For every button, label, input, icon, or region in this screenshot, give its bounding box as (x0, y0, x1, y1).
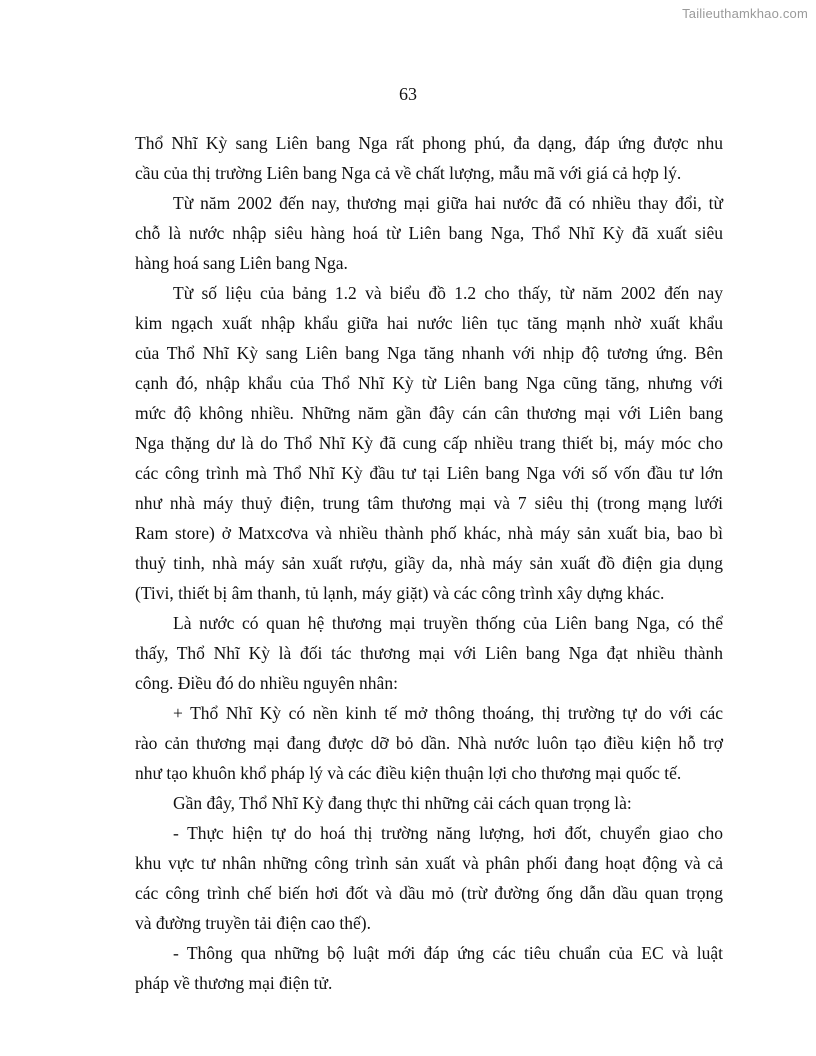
watermark: Tailieuthamkhao.com (682, 6, 808, 21)
text-line: - Thông qua những bộ luật mới đáp ứng các tiêu chuẩn của EC và luật (173, 943, 723, 963)
text-line: mức độ không nhiều. Những năm gần đây cán cân thương mại với Liên bang (135, 403, 723, 423)
text-line: hàng hoá sang Liên bang Nga. (135, 253, 348, 273)
paragraph (135, 188, 723, 278)
paragraph (135, 278, 723, 608)
paragraph (135, 788, 723, 818)
text-line: Ram store) ở Matxcơva và nhiều thành phố khác, nhà máy sản xuất bia, bao bì (135, 523, 723, 543)
text-line: các công trình mà Thổ Nhĩ Kỳ đầu tư tại Liên bang Nga với số vốn đầu tư lớn (135, 463, 723, 483)
text-line: như nhà máy thuỷ điện, trung tâm thương mại và 7 siêu thị (trong mạng lưới (135, 493, 723, 513)
text-line: như tạo khuôn khổ pháp lý và các điều kiện thuận lợi cho thương mại quốc tế. (135, 763, 682, 783)
text-line: các công trình chế biến hơi đốt và dầu mỏ (trừ đường ống dẫn dầu quan trọng (135, 883, 723, 903)
text-line: công. Điều đó do nhiều nguyên nhân: (135, 673, 398, 693)
text-line: Từ năm 2002 đến nay, thương mại giữa hai nước đã có nhiều thay đổi, từ (173, 193, 723, 213)
text-line: cạnh đó, nhập khẩu của Thổ Nhĩ Kỳ từ Liên bang Nga cũng tăng, nhưng với (135, 373, 723, 393)
document-body (135, 128, 723, 998)
text-line: và đường truyền tải điện cao thế). (135, 913, 371, 933)
text-line: thấy, Thổ Nhĩ Kỳ là đối tác thương mại với Liên bang Nga đạt nhiều thành (135, 643, 723, 663)
text-line: chỗ là nước nhập siêu hàng hoá từ Liên bang Nga, Thổ Nhĩ Kỳ đã xuất siêu (135, 223, 723, 243)
text-line: Thổ Nhĩ Kỳ sang Liên bang Nga rất phong phú, đa dạng, đáp ứng được nhu (135, 133, 723, 153)
paragraph (135, 128, 723, 188)
text-line: - Thực hiện tự do hoá thị trường năng lượng, hơi đốt, chuyển giao cho (173, 823, 723, 843)
text-line: thuỷ tinh, nhà máy sản xuất rượu, giầy da, nhà máy sản xuất đồ điện gia dụng (135, 553, 723, 573)
page-number: 63 (399, 84, 417, 104)
paragraph (135, 698, 723, 788)
text-line: rào cản thương mại đang được dỡ bỏ dần. Nhà nước luôn tạo điều kiện hỗ trợ (135, 733, 723, 753)
text-line: Là nước có quan hệ thương mại truyền thống của Liên bang Nga, có thể (173, 613, 723, 633)
text-line: Gần đây, Thổ Nhĩ Kỳ đang thực thi những cải cách quan trọng là: (173, 793, 632, 813)
text-line: Nga thặng dư là do Thổ Nhĩ Kỳ đã cung cấp nhiều trang thiết bị, máy móc cho (135, 433, 723, 453)
paragraph (135, 938, 723, 998)
text-line: + Thổ Nhĩ Kỳ có nền kinh tế mở thông thoáng, thị trường tự do với các (173, 703, 723, 723)
text-line: pháp về thương mại điện tử. (135, 973, 333, 993)
paragraph (135, 818, 723, 938)
text-line: Từ số liệu của bảng 1.2 và biểu đồ 1.2 cho thấy, từ năm 2002 đến nay (173, 283, 723, 303)
text-line: khu vực tư nhân những công trình sản xuất và phân phối đang hoạt động và cả (135, 853, 723, 873)
text-line: (Tivi, thiết bị âm thanh, tủ lạnh, máy giặt) và các công trình xây dựng khác. (135, 583, 665, 603)
text-line: của Thổ Nhĩ Kỳ sang Liên bang Nga tăng nhanh với nhịp độ tương ứng. Bên (135, 343, 723, 363)
text-line: kim ngạch xuất nhập khẩu giữa hai nước liên tục tăng mạnh nhờ xuất khẩu (135, 313, 723, 333)
text-line: cầu của thị trường Liên bang Nga cả về chất lượng, mẫu mã với giá cả hợp lý. (135, 163, 682, 183)
paragraph (135, 608, 723, 698)
